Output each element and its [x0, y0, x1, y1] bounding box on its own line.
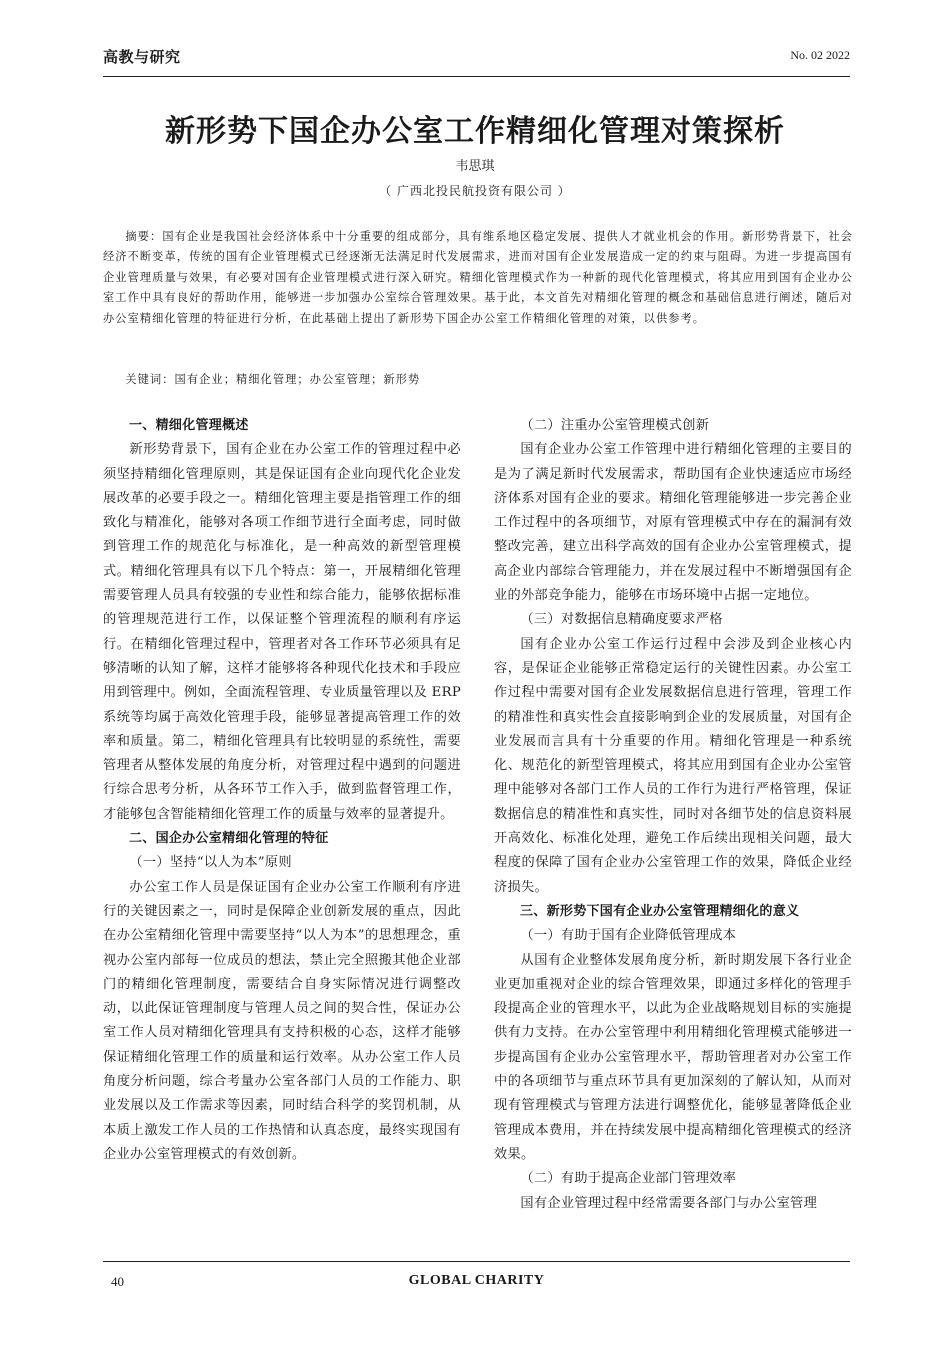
abstract: 摘要：国有企业是我国社会经济体系中十分重要的组成部分，具有维系地区稳定发展、提供人才就业机会的作用。新形势背景下，社会经济不断变革，传统的国有企业管理模式已经逐渐无法满足时代发展需求，进而对国有企业发展造成一定的约束与阻碍。为进一步提高国有企业管理质量与效果，有必要对国有企业管理模式进行深入研究。精细化管理模式作为一种新的现代化管理模式，将其应用到国有企业办公室工作中具有良好的帮助作用，能够进一步加强办公室综合管理效果。基于此，本文首先对精细化管理的概念和基础信息进行阐述，随后对办公室精细化管理的特征进行分析，在此基础上提出了新形势下国企办公室工作精细化管理的对策，以供参考。 — [103, 230, 853, 325]
keywords: 关键词：国有企业；精细化管理；办公室管理；新形势 — [125, 373, 421, 386]
subsection-heading: （三）对数据信息精确度要求严格 — [520, 612, 723, 628]
body-paragraph: 从国有企业整体发展角度分析，新时期发展下各行业企业更加重视对企业的综合管理效果，即通过多样化的管理手段提高企业的管理水平，以此为企业战略规划目标的实施提供有力支持。在办公室管理中利用精细化管理模式能够进一步提高国有企业办公室管理水平，帮助管理者对办公室工作中的各项细节与重点环节具有更加深刻的了解认知，从而对现有管理模式与管理方法进行调整优化，能够显著降低企业管理成本费用，并在持续发展中提高精细化管理模式的经济效果。 — [494, 952, 852, 1162]
body-paragraph: 办公室工作人员是保证国有企业办公室工作顺利有序进行的关键因素之一，同时是保障企业创新发展的重点，因此在办公室精细化管理中需要坚持“以人为本”的思想理念，重视办公室内部每一位成员的想法，禁止完全照搬其他企业部门的精细化管理制度，需要结合自身实际情况进行调整改动，以此保证管理制度与管理人员之间的契合性，保证办公室工作人员对精细化管理具有支持积极的心态，这样才能够保证精细化管理工作的质量和运行效率。从办公室工作人员角度分析问题，综合考量办公室各部门人员的工作能力、职业发展以及工作需求等因素，同时结合科学的奖罚机制，从本质上激发工作人员的工作热情和认真态度，最终实现国有企业办公室管理模式的有效创新。 — [103, 879, 461, 1162]
body-paragraph: 新形势背景下，国有企业在办公室工作的管理过程中必须坚持精细化管理原则，其是保证国有企业向现代化企业发展改革的必要手段之一。精细化管理主要是指管理工作的细致化与精准化，能够对各项工作细节进行全面考虑，同时做到管理工作的规范化与标准化，是一种高效的新型管理模式。精细化管理具有以下几个特点：第一，开展精细化管理需要管理人员具有较强的专业性和综合能力，能够依据标准的管理规范进行工作，以保证整个管理流程的顺利有序运行。在精细化管理过程中，管理者对各工作环节必须具有足够清晰的认知了解，这样才能够将各种现代化技术和手段应用到管理中。例如，全面流程管理、专业质量管理以及 ERP 系统等均属于高效化管理手段，能够显著提高管理工作的效率和质量。第二，精细化管理具有比较明显的系统性，需要管理者从整体发展的角度分析，对管理过程中遇到的问题进行综合思考分析，从各环节工作入手，做到监督管理工作，才能够包含智能精细化管理工作的质量与效率的显著提升。 — [103, 442, 461, 822]
subsection-heading: （二）注重办公室管理模式创新 — [520, 418, 710, 433]
left-column — [103, 414, 461, 1167]
subsection-heading: （一）坚持“以人为本”原则 — [129, 855, 292, 871]
author-name: 韦思琪 — [455, 159, 495, 174]
author-affiliation: （ 广西北投民航投资有限公司 ） — [379, 184, 571, 198]
page-number: 40 — [111, 1274, 124, 1289]
running-footer — [103, 1261, 850, 1292]
footer-journal-name: GLOBAL CHARITY — [408, 1273, 545, 1288]
journal-name: 高教与研究 — [103, 48, 181, 66]
issue-number: No. 02 2022 — [790, 48, 850, 62]
body-paragraph: 国有企业办公室工作管理中进行精细化管理的主要目的是为了满足新时代发展需求，帮助国有企业快速适应市场经济体系对国有企业的要求。精细化管理能够进一步完善企业工作过程中的各项细节，对原有管理模式中存在的漏洞有效整改完善，建立出科学高效的国有企业办公室管理模式，提高企业内部综合管理能力，并在发展过程中不断增强国有企业的外部竞争能力，能够在市场环境中占据一定地位。 — [494, 442, 852, 604]
body-paragraph: 国有企业管理过程中经常需要各部门与办公室管理 — [520, 1195, 818, 1211]
right-column — [494, 414, 852, 1216]
section-heading: 一、精细化管理概述 — [129, 418, 249, 433]
body-paragraph: 国有企业办公室工作运行过程中会涉及到企业核心内容，是保证企业能够正常稳定运行的关键性因素。办公室工作过程中需要对国有企业发展数据信息进行管理，管理工作的精准性和真实性会直接影响到企业的发展质量，对国有企业发展而言具有十分重要的作用。精细化管理是一种系统化、规范化的新型管理模式，将其应用到国有企业办公室管理中能够对各部门工作人员的工作行为进行严格管理，保证数据信息的精准性和真实性，同时对各细节处的信息资料展开高效化、标准化处理，避免工作后续出现相关问题，最大程度的保障了国有企业办公室管理工作的效果，降低企业经济损失。 — [494, 636, 852, 895]
subsection-heading: （一）有助于国有企业降低管理成本 — [520, 928, 737, 944]
article-title: 新形势下国企办公室工作精细化管理对策探析 — [165, 114, 785, 149]
subsection-heading: （二）有助于提高企业部门管理效率 — [520, 1171, 737, 1187]
section-heading: 三、新形势下国有企业办公室管理精细化的意义 — [520, 903, 800, 919]
running-header — [103, 42, 850, 77]
section-heading: 二、国企办公室精细化管理的特征 — [129, 831, 329, 847]
